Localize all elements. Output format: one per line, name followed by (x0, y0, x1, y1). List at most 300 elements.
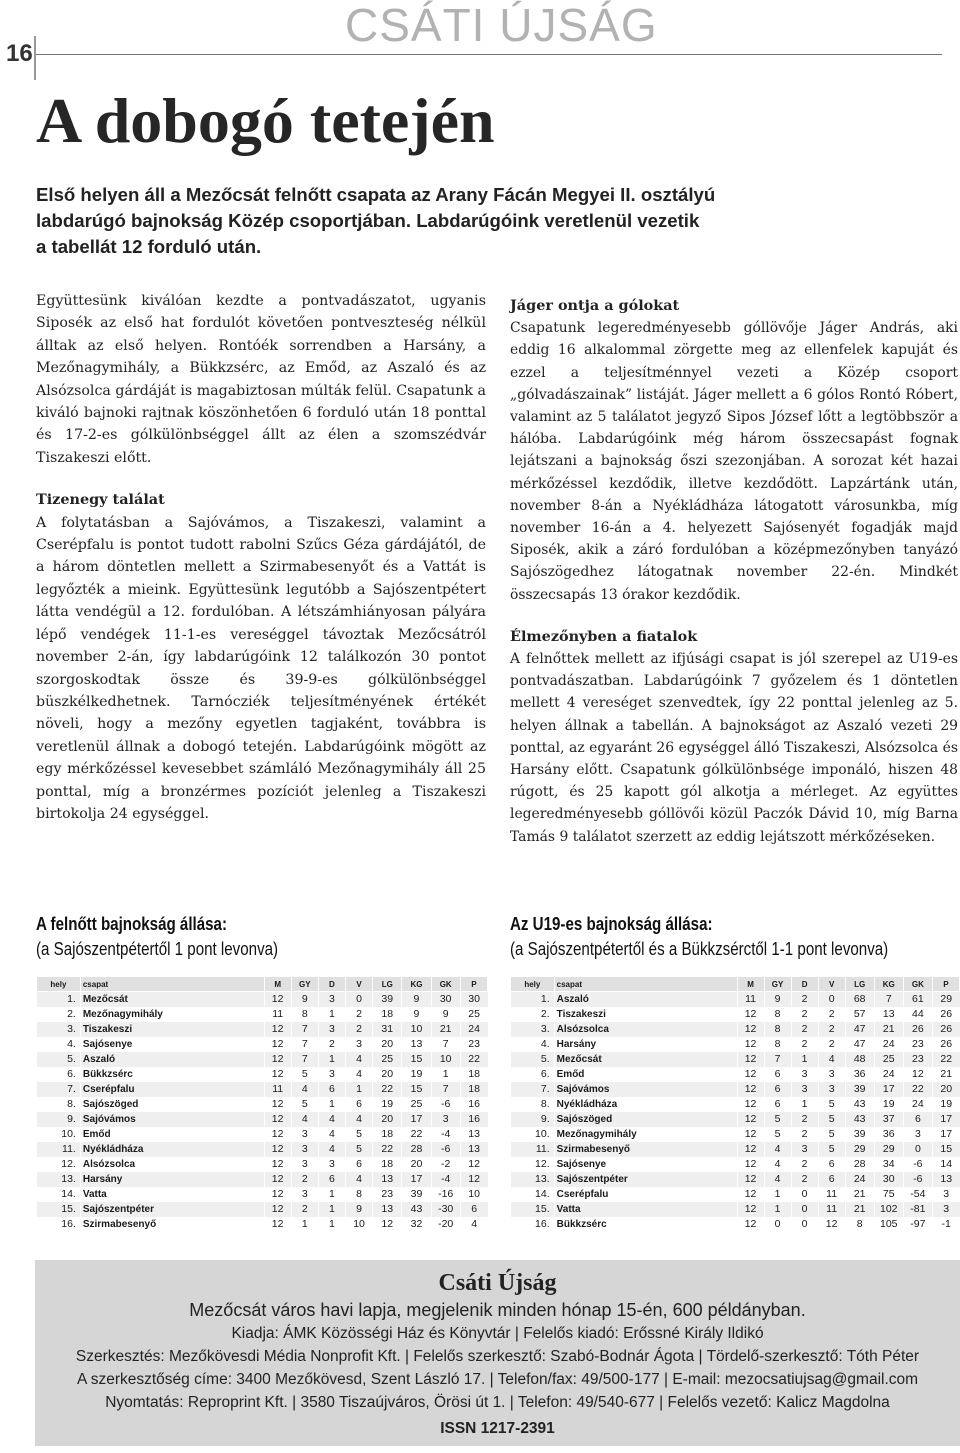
cell-p: 13 (932, 1172, 959, 1187)
lead-line: Első helyen áll a Mezőcsát felnőtt csapata az Arany Fácán Megyei II. osztályú (36, 184, 716, 205)
cell-gy: 7 (291, 1037, 318, 1052)
column-header-lg: LG (845, 977, 874, 992)
cell-gy: 6 (764, 1082, 791, 1097)
cell-m: 11 (264, 1007, 291, 1022)
section-title-jager: Jáger ontja a gólokat (510, 297, 680, 314)
cell-m: 11 (737, 992, 764, 1007)
cell-csapat: Szirmabesenyő (80, 1217, 264, 1232)
cell-gk: 3 (903, 1127, 932, 1142)
cell-v: 9 (346, 1202, 373, 1217)
cell-m: 12 (737, 1082, 764, 1097)
article-headline: A dobogó tetején (36, 85, 495, 156)
cell-csapat: Sajóvámos (80, 1112, 264, 1127)
table-row (511, 1127, 960, 1142)
cell-v: 2 (818, 1037, 845, 1052)
table-row (37, 1007, 488, 1022)
cell-gk: -6 (431, 1097, 460, 1112)
cell-csapat: Tiszakeszi (554, 1007, 737, 1022)
cell-p: -1 (932, 1217, 959, 1232)
cell-kg: 25 (874, 1052, 903, 1067)
cell-p: 12 (460, 1157, 487, 1172)
cell-csapat: Sajósenye (554, 1157, 737, 1172)
cell-hely: 3. (511, 1022, 555, 1037)
table-header-row (37, 977, 488, 992)
cell-csapat: Mezőnagymihály (554, 1127, 737, 1142)
cell-gy: 4 (291, 1112, 318, 1127)
page-number-box (0, 36, 36, 80)
cell-csapat: Sajószöged (554, 1112, 737, 1127)
cell-p: 17 (932, 1127, 959, 1142)
cell-m: 12 (737, 1067, 764, 1082)
u19-table-title: Az U19-es bajnokság állása: (510, 914, 713, 934)
cell-m: 12 (737, 1007, 764, 1022)
imprint-address: A szerkesztőség címe: 3400 Mezőkövesd, Szent László 17. | Telefon/fax: 49/500-177 | E-mail: mezocsatiujsag@gmail.com (76, 1371, 919, 1388)
cell-lg: 28 (845, 1157, 874, 1172)
cell-m: 12 (264, 1172, 291, 1187)
cell-gy: 2 (291, 1202, 318, 1217)
cell-d: 2 (791, 1172, 818, 1187)
cell-p: 17 (932, 1112, 959, 1127)
table-row (37, 1157, 488, 1172)
cell-p: 3 (932, 1202, 959, 1217)
lead-line: a tabellát 12 forduló után. (36, 236, 262, 257)
cell-gk: 26 (903, 1022, 932, 1037)
cell-lg: 47 (845, 1022, 874, 1037)
imprint-box (35, 1260, 960, 1446)
cell-m: 12 (264, 1127, 291, 1142)
cell-hely: 4. (37, 1037, 81, 1052)
cell-kg: 24 (874, 1037, 903, 1052)
table-row (511, 1202, 960, 1217)
cell-v: 2 (818, 1022, 845, 1037)
cell-m: 12 (264, 1112, 291, 1127)
cell-csapat: Sajósenye (80, 1037, 264, 1052)
cell-lg: 12 (373, 1217, 402, 1232)
cell-v: 5 (346, 1142, 373, 1157)
table-row (37, 1142, 488, 1157)
cell-hely: 2. (511, 1007, 555, 1022)
cell-hely: 5. (511, 1052, 555, 1067)
cell-v: 0 (818, 992, 845, 1007)
imprint-issn: ISSN 1217-2391 (440, 1420, 555, 1437)
u19-standings-table (510, 976, 960, 1232)
cell-v: 2 (346, 1022, 373, 1037)
cell-csapat: Harsány (80, 1172, 264, 1187)
table-row (37, 1037, 488, 1052)
cell-m: 12 (264, 1097, 291, 1112)
column-header-d: D (318, 977, 345, 992)
cell-gy: 6 (764, 1067, 791, 1082)
cell-gk: -54 (903, 1187, 932, 1202)
lead-line: labdarúgó bajnokság Közép csoportjában. Labdarúgóink veretlenül vezetik (36, 210, 700, 231)
cell-csapat: Mezőnagymihály (80, 1007, 264, 1022)
cell-kg: 19 (402, 1067, 431, 1082)
cell-gy: 5 (291, 1097, 318, 1112)
cell-p: 13 (460, 1127, 487, 1142)
cell-v: 3 (346, 1037, 373, 1052)
cell-d: 0 (791, 1187, 818, 1202)
cell-v: 12 (818, 1217, 845, 1232)
table-row (511, 1112, 960, 1127)
cell-v: 6 (346, 1157, 373, 1172)
table-row (511, 1142, 960, 1157)
cell-p: 22 (932, 1052, 959, 1067)
cell-d: 4 (318, 1112, 345, 1127)
adult-table-heading (36, 912, 278, 962)
column-header-p: P (932, 977, 959, 992)
cell-lg: 39 (845, 1127, 874, 1142)
section-text-elmezony: A felnőttek mellett az ifjúsági csapat is jól szerepel az U19-es pontvadászatban. Labdarúgóink 7 győzelem és 1 döntetlen mellett 4 vereséget szenvedtek, így 22 ponttal jelenleg az 5. helyen állnak a tabellán. A bajnokságot az Aszaló vezeti 29 ponttal, az egyaránt 26 egységgel álló Tiszakeszi, Alsózsolca és Harsány előtt. Csapatunk gólkülönbsége imponáló, hiszen 48 rúgott, és 25 kapott gól alkotja a mérleget. Az együttes legeredményesebb góllövői közül Paczók Dávid 10, míg Barna Tamás 9 találatot szerzett az eddig lejátszott mérkőzéseken. (510, 651, 958, 845)
cell-lg: 20 (373, 1067, 402, 1082)
cell-kg: 39 (402, 1187, 431, 1202)
cell-p: 18 (460, 1067, 487, 1082)
cell-m: 12 (264, 1022, 291, 1037)
cell-kg: 37 (874, 1112, 903, 1127)
cell-hely: 2. (37, 1007, 81, 1022)
cell-m: 12 (737, 1037, 764, 1052)
u19-table-note: (a Sajószentpétertől és a Bükkzsérctől 1-1 pont levonva) (510, 939, 889, 959)
column-header-gk: GK (903, 977, 932, 992)
cell-gk: -6 (903, 1172, 932, 1187)
cell-m: 12 (737, 1022, 764, 1037)
cell-hely: 14. (37, 1187, 81, 1202)
table-row (37, 1172, 488, 1187)
cell-p: 26 (932, 1037, 959, 1052)
cell-d: 3 (791, 1082, 818, 1097)
cell-hely: 13. (511, 1172, 555, 1187)
cell-kg: 24 (874, 1067, 903, 1082)
table-row (511, 1097, 960, 1112)
column-header-m: M (737, 977, 764, 992)
cell-d: 2 (791, 992, 818, 1007)
page-number: 16 (6, 40, 33, 67)
cell-m: 12 (264, 1187, 291, 1202)
cell-lg: 31 (373, 1022, 402, 1037)
cell-gk: 0 (903, 1142, 932, 1157)
cell-v: 4 (346, 1112, 373, 1127)
masthead: CSÁTI ÚJSÁG (345, 0, 658, 51)
cell-lg: 20 (373, 1037, 402, 1052)
cell-d: 4 (318, 1127, 345, 1142)
column-header-v: V (346, 977, 373, 992)
cell-v: 0 (346, 992, 373, 1007)
cell-v: 5 (346, 1127, 373, 1142)
cell-v: 6 (818, 1172, 845, 1187)
cell-hely: 5. (37, 1052, 81, 1067)
table-row (37, 1217, 488, 1232)
cell-d: 2 (791, 1157, 818, 1172)
cell-p: 26 (932, 1022, 959, 1037)
cell-gy: 8 (764, 1037, 791, 1052)
cell-p: 4 (460, 1217, 487, 1232)
section-text-tizenegy: A folytatásban a Sajóvámos, a Tiszakeszi, valamint a Cserépfalu is pontot tudott rabolni Szűcs Géza gárdájától, de a három döntetlen mellett a Szirmabesenyőt és a Vattát is legyőzték a mieink. Együttesünk legutóbb a Sajószentpétert látta vendégül a 12. fordulóban. A létszámhiányosan pályára lépő vendégek 11-1-es vereséggel távoztak Mezőcsátról november 2-án, így labdarúgóink 12 találkozón 30 pontot szorgoskodtak össze és 39-9-es gólkülönbséggel büszkélkedhetnek. Tarnócziék teljesítményének értékét növeli, hogy a mezőny egyetlen tagjaként, továbbra is veretlenül állnak a dobogó tetején. Labdarúgóink mögött az egy mérkőzéssel kevesebbet számláló Mezőnagymihály áll 25 ponttal, míg a bronzérmes pozíciót jelenleg a Tiszakeszi birtokolja 24 egységgel. (36, 514, 486, 822)
table-row (37, 1082, 488, 1097)
cell-csapat: Sajóvámos (554, 1082, 737, 1097)
cell-lg: 20 (373, 1112, 402, 1127)
cell-kg: 15 (402, 1052, 431, 1067)
cell-v: 5 (818, 1112, 845, 1127)
cell-hely: 9. (511, 1112, 555, 1127)
cell-kg: 20 (402, 1157, 431, 1172)
cell-hely: 16. (37, 1217, 81, 1232)
cell-csapat: Vatta (554, 1202, 737, 1217)
cell-v: 4 (346, 1052, 373, 1067)
cell-kg: 19 (874, 1097, 903, 1112)
cell-gk: 12 (903, 1067, 932, 1082)
table-row (37, 1022, 488, 1037)
cell-lg: 22 (373, 1082, 402, 1097)
cell-gk: -4 (431, 1127, 460, 1142)
cell-lg: 43 (845, 1112, 874, 1127)
cell-p: 21 (932, 1067, 959, 1082)
cell-csapat: Nyékládháza (554, 1097, 737, 1112)
cell-gy: 4 (764, 1172, 791, 1187)
u19-table-heading (510, 912, 888, 962)
cell-gk: 22 (903, 1082, 932, 1097)
cell-gy: 4 (291, 1082, 318, 1097)
cell-hely: 1. (37, 992, 81, 1007)
table-header-row (511, 977, 960, 992)
cell-csapat: Cserépfalu (80, 1082, 264, 1097)
cell-p: 10 (460, 1187, 487, 1202)
cell-lg: 21 (845, 1187, 874, 1202)
table-row (37, 992, 488, 1007)
cell-hely: 10. (511, 1127, 555, 1142)
cell-csapat: Sajószentpéter (80, 1202, 264, 1217)
cell-d: 1 (318, 1202, 345, 1217)
cell-d: 6 (318, 1172, 345, 1187)
cell-p: 3 (932, 1187, 959, 1202)
cell-m: 12 (264, 1037, 291, 1052)
cell-d: 2 (791, 1127, 818, 1142)
imprint-title: Csáti Újság (438, 1270, 557, 1296)
column-header-v: V (818, 977, 845, 992)
cell-p: 14 (932, 1157, 959, 1172)
cell-d: 3 (318, 992, 345, 1007)
cell-gk: -6 (903, 1157, 932, 1172)
cell-gy: 4 (764, 1157, 791, 1172)
cell-v: 11 (818, 1187, 845, 1202)
cell-kg: 29 (874, 1142, 903, 1157)
cell-p: 6 (460, 1202, 487, 1217)
cell-m: 12 (737, 1097, 764, 1112)
cell-v: 2 (346, 1007, 373, 1022)
cell-gy: 8 (291, 1007, 318, 1022)
cell-lg: 39 (845, 1082, 874, 1097)
cell-v: 4 (346, 1172, 373, 1187)
cell-gy: 0 (764, 1217, 791, 1232)
cell-kg: 17 (402, 1172, 431, 1187)
cell-kg: 30 (874, 1172, 903, 1187)
cell-gy: 3 (291, 1142, 318, 1157)
cell-m: 12 (737, 1217, 764, 1232)
cell-p: 22 (460, 1052, 487, 1067)
column-header-gy: GY (764, 977, 791, 992)
cell-v: 4 (818, 1052, 845, 1067)
column-header-kg: KG (402, 977, 431, 992)
cell-d: 1 (318, 1052, 345, 1067)
cell-p: 15 (932, 1142, 959, 1157)
cell-hely: 11. (37, 1142, 81, 1157)
cell-lg: 57 (845, 1007, 874, 1022)
cell-gy: 3 (291, 1127, 318, 1142)
section-title-tizenegy: Tizenegy találat (36, 491, 165, 509)
cell-v: 4 (346, 1067, 373, 1082)
cell-gy: 3 (291, 1157, 318, 1172)
cell-kg: 15 (402, 1082, 431, 1097)
cell-gk: 24 (903, 1097, 932, 1112)
table-row (511, 1052, 960, 1067)
cell-hely: 8. (37, 1097, 81, 1112)
cell-csapat: Cserépfalu (554, 1187, 737, 1202)
cell-kg: 22 (402, 1127, 431, 1142)
table-row (37, 1067, 488, 1082)
column-header-d: D (791, 977, 818, 992)
cell-lg: 18 (373, 1127, 402, 1142)
table-row (511, 1157, 960, 1172)
cell-m: 12 (737, 1052, 764, 1067)
column-header-csapat: csapat (80, 977, 264, 992)
column-header-m: M (264, 977, 291, 992)
cell-gy: 6 (764, 1097, 791, 1112)
cell-lg: 21 (845, 1202, 874, 1217)
cell-m: 12 (264, 1052, 291, 1067)
cell-gy: 5 (764, 1127, 791, 1142)
cell-gk: 21 (431, 1022, 460, 1037)
cell-m: 12 (264, 1202, 291, 1217)
cell-m: 12 (737, 1172, 764, 1187)
cell-csapat: Vatta (80, 1187, 264, 1202)
cell-kg: 105 (874, 1217, 903, 1232)
intro-paragraph: Együttesünk kiválóan kezdte a pontvadászatot, ugyanis Siposék az első hat fordulót követően pontveszteség nélkül álltak az első helyen. Rontóék sorrendben a Harsány, a Mezőnagymihály, a Bükkzsérc, az Emőd, az Aszaló és az Alsózsolca gárdáját is magabiztosan múlták felül. Csapatunk a kiváló bajnoki rajtnak köszönhetően 6 forduló után 18 ponttal és 17-2-es gólkülönbséggel állt az élen a szomszédvár Tiszakeszi előtt. (36, 293, 486, 466)
cell-kg: 7 (874, 992, 903, 1007)
cell-m: 12 (737, 1142, 764, 1157)
right-column (510, 295, 958, 848)
table-row (511, 1187, 960, 1202)
cell-d: 1 (791, 1097, 818, 1112)
imprint-subtitle: Mezőcsát város havi lapja, megjelenik minden hónap 15-én, 600 példányban. (189, 1300, 806, 1320)
cell-kg: 36 (874, 1127, 903, 1142)
cell-hely: 16. (511, 1217, 555, 1232)
cell-d: 2 (318, 1037, 345, 1052)
adult-standings-table (36, 976, 488, 1232)
cell-gk: 30 (431, 992, 460, 1007)
section-text-jager: Csapatunk legeredményesebb góllövője Jáger András, aki eddig 16 alkalommal zörgette meg az ellenfelek kapuját és ezzel a teljesítménnyel vezeti a Közép csoport „gólvadászainak” listáját. Jáger mellett a 6 gólos Rontó Róbert, valamint az 5 találatot jegyző Sipos József lőtt a legtöbbször a hálóba. Labdarúgóink még három összecsapást fognak lejátszani a bajnokság őszi szezonjában. A sorozat két hazai mérkőzéssel kezdődik, illetve kezdődött. Lapzártánk után, november 8-án a Nyékládháza látogatott városunkba, míg november 16-án a 4. helyezett Sajósenyét fogadják majd Siposék, akik a záró fordulóban a középmezőnyben tanyázó Sajószögedhez látogatnak november 22-én. Mindkét összecsapás 13 órakor kezdődik. (510, 320, 958, 603)
cell-p: 29 (932, 992, 959, 1007)
cell-p: 24 (460, 1022, 487, 1037)
table-row (511, 1172, 960, 1187)
cell-hely: 14. (511, 1187, 555, 1202)
cell-lg: 25 (373, 1052, 402, 1067)
cell-lg: 48 (845, 1052, 874, 1067)
cell-d: 3 (791, 1142, 818, 1157)
cell-lg: 13 (373, 1172, 402, 1187)
table-row (511, 1007, 960, 1022)
cell-csapat: Alsózsolca (554, 1022, 737, 1037)
table-row (37, 1127, 488, 1142)
cell-csapat: Alsózsolca (80, 1157, 264, 1172)
cell-d: 1 (318, 1187, 345, 1202)
cell-csapat: Harsány (554, 1037, 737, 1052)
cell-gk: 7 (431, 1082, 460, 1097)
cell-gy: 8 (764, 1022, 791, 1037)
cell-csapat: Bükkzsérc (554, 1217, 737, 1232)
cell-lg: 8 (845, 1217, 874, 1232)
cell-kg: 32 (402, 1217, 431, 1232)
table-row (37, 1202, 488, 1217)
cell-lg: 29 (845, 1142, 874, 1157)
cell-gy: 8 (764, 1007, 791, 1022)
cell-p: 16 (460, 1112, 487, 1127)
cell-gk: -20 (431, 1217, 460, 1232)
cell-hely: 1. (511, 992, 555, 1007)
cell-csapat: Aszaló (80, 1052, 264, 1067)
cell-hely: 13. (37, 1172, 81, 1187)
cell-gk: -30 (431, 1202, 460, 1217)
cell-hely: 7. (37, 1082, 81, 1097)
cell-m: 12 (737, 1112, 764, 1127)
cell-gk: 7 (431, 1037, 460, 1052)
column-header-csapat: csapat (554, 977, 737, 992)
cell-gk: 23 (903, 1037, 932, 1052)
cell-hely: 12. (37, 1157, 81, 1172)
cell-d: 4 (318, 1142, 345, 1157)
cell-lg: 23 (373, 1187, 402, 1202)
table-row (37, 1112, 488, 1127)
cell-lg: 19 (373, 1097, 402, 1112)
cell-v: 10 (346, 1217, 373, 1232)
cell-kg: 75 (874, 1187, 903, 1202)
cell-csapat: Mezőcsát (80, 992, 264, 1007)
cell-d: 2 (791, 1037, 818, 1052)
adult-table-note: (a Sajószentpétertől 1 pont levonva) (36, 939, 279, 959)
cell-hely: 9. (37, 1112, 81, 1127)
cell-v: 2 (818, 1007, 845, 1022)
cell-lg: 43 (845, 1097, 874, 1112)
cell-lg: 24 (845, 1172, 874, 1187)
cell-gk: 6 (903, 1112, 932, 1127)
cell-d: 1 (318, 1097, 345, 1112)
cell-p: 13 (460, 1142, 487, 1157)
cell-m: 12 (264, 1142, 291, 1157)
table-row (37, 1097, 488, 1112)
cell-gk: 44 (903, 1007, 932, 1022)
cell-hely: 15. (37, 1202, 81, 1217)
cell-p: 30 (460, 992, 487, 1007)
cell-p: 26 (932, 1007, 959, 1022)
cell-p: 20 (932, 1082, 959, 1097)
cell-hely: 3. (37, 1022, 81, 1037)
cell-lg: 39 (373, 992, 402, 1007)
cell-gk: 23 (903, 1052, 932, 1067)
cell-v: 3 (818, 1067, 845, 1082)
imprint-editors: Szerkesztés: Mezőkövesdi Média Nonprofit Kft. | Felelős szerkesztő: Szabó-Bodnár Ágota | Tördelő-szerkesztő: Tóth Péter (75, 1348, 920, 1365)
cell-p: 19 (932, 1097, 959, 1112)
cell-gk: -97 (903, 1217, 932, 1232)
table-row (511, 1217, 960, 1232)
table-row (37, 1052, 488, 1067)
cell-gy: 5 (764, 1112, 791, 1127)
cell-lg: 22 (373, 1142, 402, 1157)
cell-d: 6 (318, 1082, 345, 1097)
cell-d: 3 (318, 1157, 345, 1172)
cell-d: 1 (318, 1007, 345, 1022)
adult-table-title: A felnőtt bajnokság állása: (36, 914, 228, 934)
cell-gy: 7 (291, 1052, 318, 1067)
cell-kg: 43 (402, 1202, 431, 1217)
cell-lg: 68 (845, 992, 874, 1007)
cell-m: 11 (264, 1082, 291, 1097)
